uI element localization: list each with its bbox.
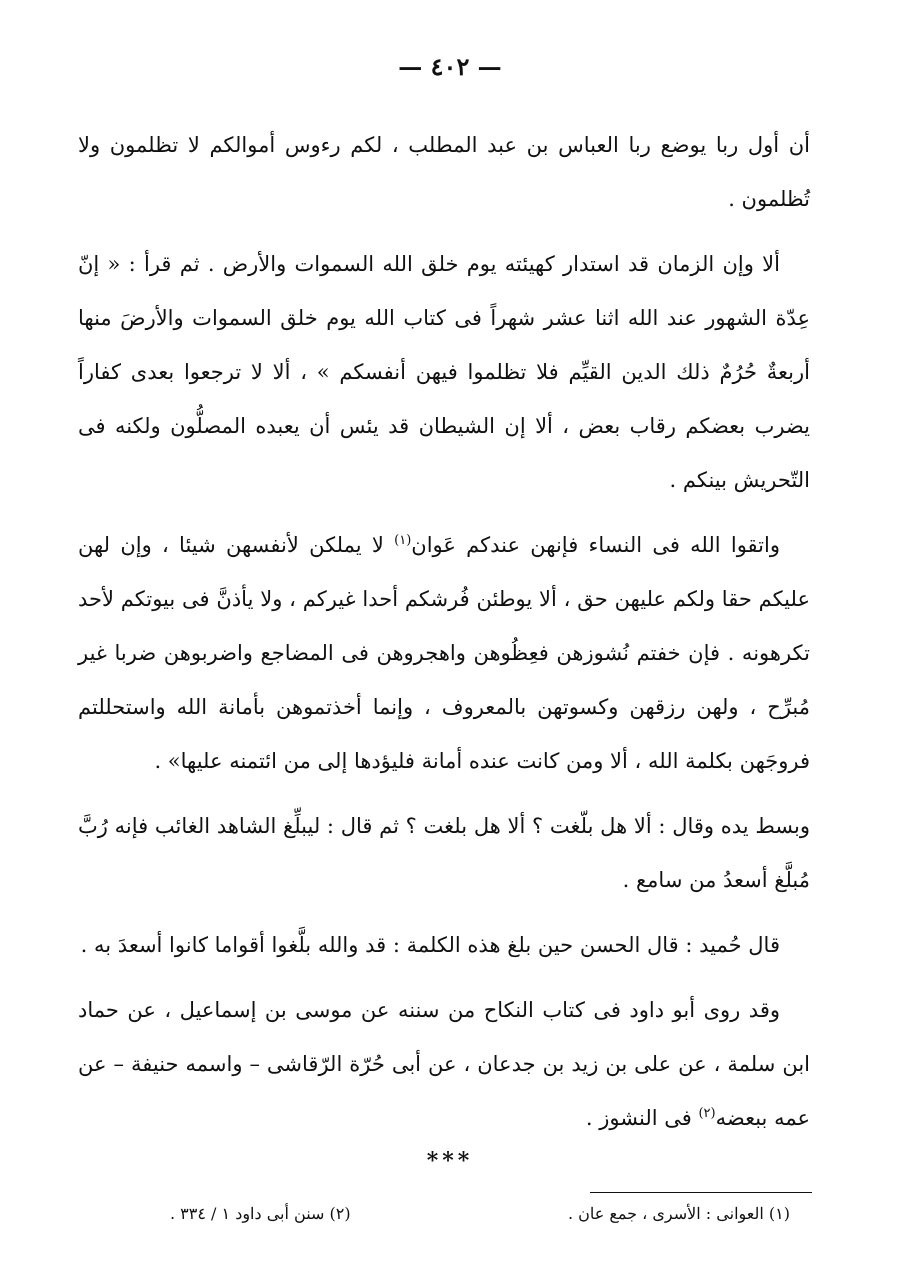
body-text <box>78 118 810 1156</box>
footnote-divider <box>590 1192 812 1193</box>
paragraph-3-part-2: لا يملكن لأنفسهن شيئا ، وإن لهن عليكم حقا ولكم عليهن حق ، ألا يوطئن فُرشكم أحدا غيركم ، ولا يأذنَّ فى بيوتكم لأحد تكرهونه . فإن خفتم نُشوزهن فعِظُوهن واهجروهن فى المضاجع واضربوهن ضربا غير مُبرِّح ، ولهن رزقهن وكسوتهن بالمعروف ، وإنما أخذتموهن بأمانة الله واستحللتم فروجَهن بكلمة الله ، ألا ومن كانت عنده أمانة فليؤدها إلى من ائتمنه عليها» . <box>78 533 810 773</box>
paragraph-6-part-2: فى النشوز . <box>585 1106 699 1130</box>
footnote-2: (٢) سنن أبى داود ١ / ٣٣٤ . <box>170 1204 351 1223</box>
paragraph-6-part-1: وقد روى أبو داود فى كتاب النكاح من سننه عن موسى بن إسماعيل ، عن حماد ابن سلمة ، عن على بن زيد بن جدعان ، عن أبى حُرّة الرّقاشى – واسمه حنيفة – عن عمه ببعضه <box>78 998 810 1130</box>
paragraph-1: أن أول ربا يوضع ربا العباس بن عبد المطلب ، لكم رءوس أموالكم لا تظلمون ولا تُظلمون . <box>78 133 810 211</box>
footnote-ref-2: (٢) <box>698 1106 716 1121</box>
page-number-header: — ٤٠٢ — <box>398 52 502 81</box>
paragraph-6 <box>78 983 810 1145</box>
footnote-1: (١) العوانى : الأسرى ، جمع عان . <box>567 1204 790 1223</box>
footnotes <box>170 1204 790 1223</box>
paragraph-4: وبسط يده وقال : ألا هل بلّغت ؟ ألا هل بلغت ؟ ثم قال : ليبلِّغ الشاهد الغائب فإنه رُبَّ مُبلَّغ أسعدُ من سامع . <box>78 814 810 892</box>
footnote-ref-1: (١) <box>394 533 412 548</box>
paragraph-3 <box>78 518 810 788</box>
paragraph-5: قال حُميد : قال الحسن حين بلغ هذه الكلمة : قد والله بلَّغوا أقواما كانوا أسعدَ به . <box>80 933 780 957</box>
paragraph-3-part-1: واتقوا الله فى النساء فإنهن عندكم عَوان <box>411 533 781 557</box>
section-separator: *** <box>426 1148 474 1174</box>
paragraph-2: ألا وإن الزمان قد استدار كهيئته يوم خلق الله السموات والأرض . ثم قرأ : « إنّ عِدّة الشهور عند الله اثنا عشر شهراً فى كتاب الله يوم خلق السموات والأرضَ منها أربعةٌ حُرُمٌ ذلك الدين القيِّم فلا تظلموا فيهن أنفسكم » ، ألا لا ترجعوا بعدى كفاراً يضرب بعضكم رقاب بعض ، ألا إن الشيطان قد يئس أن يعبده المصلُّون ولكنه فى التّحريش بينكم . <box>78 252 810 492</box>
